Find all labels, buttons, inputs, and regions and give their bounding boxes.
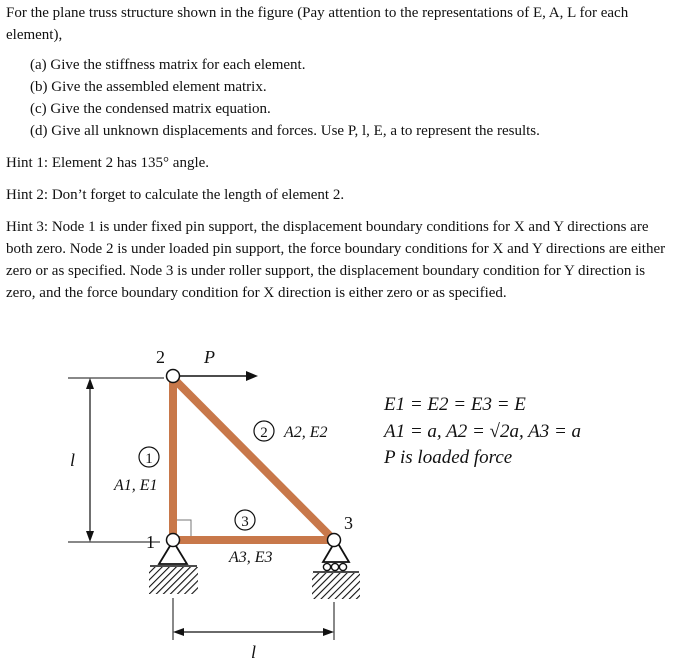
question-a-text: Give the stiffness matrix for each element. <box>50 57 306 73</box>
roller-wheel-middle <box>331 563 338 570</box>
dim-label-vertical: l <box>70 450 76 470</box>
roller-wheel-right <box>339 563 346 570</box>
question-d-text: Give all unknown displacements and forces. Use P, l, E, a to represent the results. <box>51 123 540 139</box>
problem-intro: For the plane truss structure shown in the figure (Pay attention to the representations of E, A, L for each element), <box>6 5 629 43</box>
dim-label-horizontal: l <box>251 642 257 662</box>
node-1-label: 1 <box>146 532 155 552</box>
element-3-number: 3 <box>241 514 249 530</box>
dim-arrowhead-left <box>173 628 184 636</box>
question-b-text: Give the assembled element matrix. <box>51 79 267 95</box>
question-b-label: (b) <box>30 79 48 95</box>
question-d-label: (d) <box>30 123 48 139</box>
node-2-label: 2 <box>156 347 165 367</box>
load-arrowhead <box>246 371 258 381</box>
hint-1: Hint 1: Element 2 has 135° angle. <box>6 155 210 171</box>
dim-arrowhead-up <box>86 378 94 389</box>
node-1 <box>167 534 180 547</box>
equation-areas: A1 = a, A2 = √2a, A3 = a <box>384 421 582 442</box>
question-c-text: Give the condensed matrix equation. <box>50 101 271 117</box>
right-angle-marker <box>177 520 191 536</box>
roller-wheel-left <box>323 563 330 570</box>
element-1-number: 1 <box>145 451 153 467</box>
question-c-label: (c) <box>30 101 47 117</box>
roller-support-ground-hatch <box>312 573 360 599</box>
element-1-label <box>113 447 159 494</box>
load-label: P <box>204 347 215 367</box>
equation-modulus: E1 = E2 = E3 = E <box>384 394 526 415</box>
element-2-properties: A2, E2 <box>284 424 328 441</box>
question-a-label: (a) <box>30 57 47 73</box>
pin-support-ground-hatch <box>149 567 198 594</box>
hint-2: Hint 2: Don’t forget to calculate the length of element 2. <box>6 187 345 203</box>
element-3-properties: A3, E3 <box>229 549 273 566</box>
dim-arrowhead-down <box>86 531 94 542</box>
node-3-label: 3 <box>344 513 353 533</box>
node-2 <box>167 370 180 383</box>
dim-arrowhead-right <box>323 628 334 636</box>
equation-load: P is loaded force <box>384 447 513 468</box>
hint-3: Hint 3: Node 1 is under fixed pin support, the displacement boundary conditions for X and Y directions are both zero. Node 2 is under loaded pin support, the force boundary conditions for X and Y directions are either zero or as specified. Node 3 is under roller support, the displacement boundary condition for Y direction is zero, and the force boundary condition for X direction is either zero or as specified. <box>6 219 666 301</box>
horizontal-dimension <box>173 598 334 662</box>
node-3 <box>328 534 341 547</box>
element-1-properties: A1, E1 <box>114 477 158 494</box>
load-arrow <box>180 347 258 381</box>
element-2-label <box>254 421 328 441</box>
element-2-number: 2 <box>260 425 268 441</box>
